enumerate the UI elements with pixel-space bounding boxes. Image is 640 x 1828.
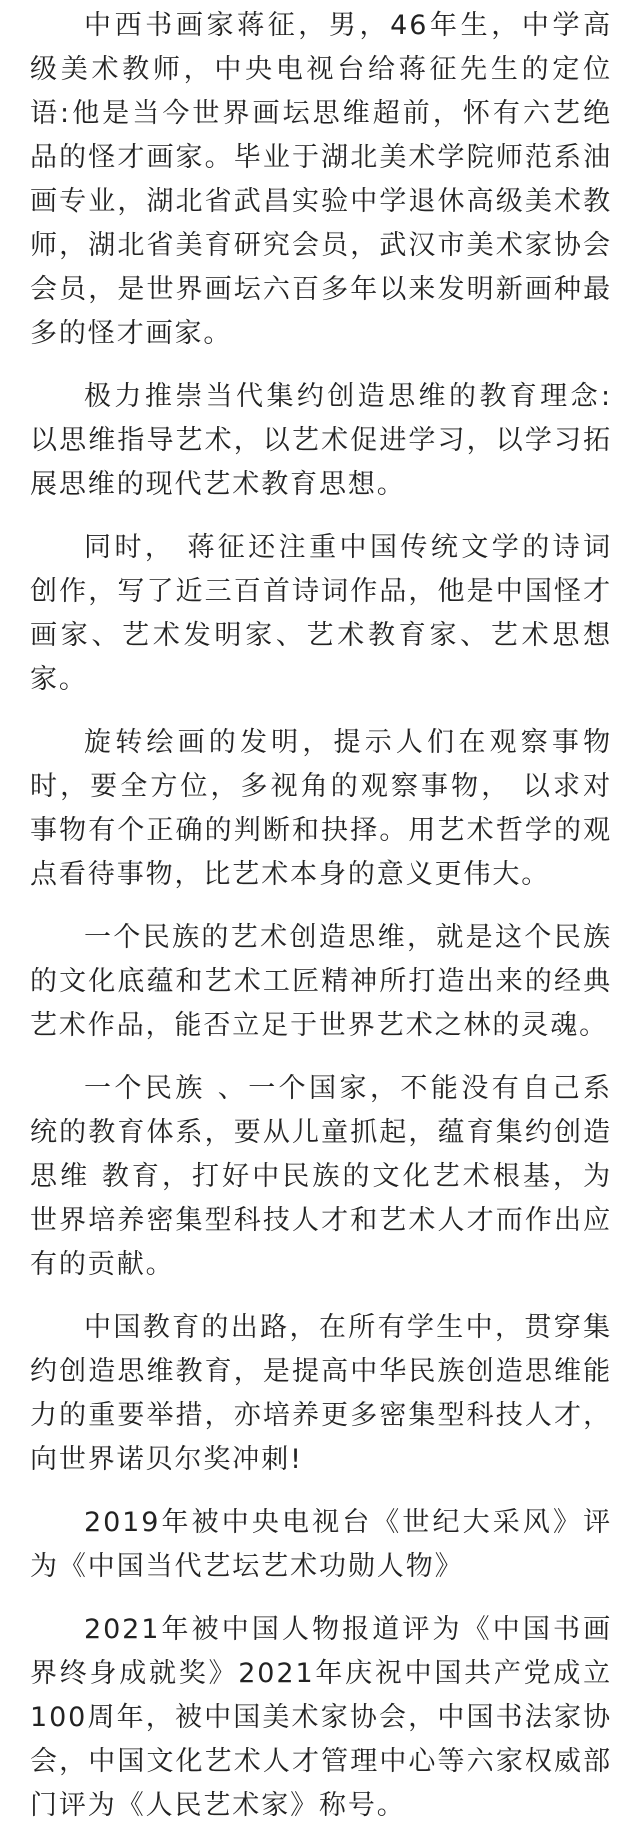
paragraph-education-philosophy: 极力推崇当代集约创造思维的教育理念:以思维指导艺术，以艺术促进学习，以学习拓展思维的现代艺术教育思想。 xyxy=(30,381,612,500)
paragraph-china-education: 中国教育的出路，在所有学生中，贯穿集约创造思维教育，是提高中华民族创造思维能力的重要举措，亦培养更多密集型科技人才，向世界诺贝尔奖冲刺! xyxy=(30,1312,612,1475)
article-body xyxy=(30,0,612,1828)
paragraph-rotating-painting: 旋转绘画的发明，提示人们在观察事物时，要全方位，多视角的观察事物， 以求对事物有个正确的判断和抉择。用艺术哲学的观点看待事物，比艺术本身的意义更伟大。 xyxy=(30,727,612,890)
paragraph-national-creativity: 一个民族的艺术创造思维，就是这个民族的文化底蕴和艺术工匠精神所打造出来的经典艺术作品，能否立足于世界艺术之林的灵魂。 xyxy=(30,922,612,1041)
paragraph-award-2019: 2019年被中央电视台《世纪大采风》评为《中国当代艺坛艺术功勋人物》 xyxy=(30,1507,612,1582)
paragraph-biography: 中西书画家蒋征，男，46年生，中学高级美术教师，中央电视台给蒋征先生的定位语:他是当今世界画坛思维超前，怀有六艺绝品的怪才画家。毕业于湖北美术学院师范系油画专业，湖北省武昌实验中学退休高级美术教师，湖北省美育研究会员，武汉市美术家协会会员，是世界画坛六百多年以来发明新画种最多的怪才画家。 xyxy=(30,10,612,349)
paragraph-education-system: 一个民族 、一个国家，不能没有自己系统的教育体系，要从儿童抓起，蕴育集约创造思维 教育，打好中民族的文化艺术根基，为世界培养密集型科技人才和艺术人才而作出应有的贡献。 xyxy=(30,1073,612,1280)
paragraph-award-2021: 2021年被中国人物报道评为《中国书画界终身成就奖》2021年庆祝中国共产党成立100周年，被中国美术家协会，中国书法家协会，中国文化艺术人才管理中心等六家权威部门评为《人民艺术家》称号。 xyxy=(30,1614,612,1821)
paragraph-poetry: 同时， 蒋征还注重中国传统文学的诗词创作，写了近三百首诗词作品，他是中国怪才画家、艺术发明家、艺术教育家、艺术思想家。 xyxy=(30,532,612,695)
